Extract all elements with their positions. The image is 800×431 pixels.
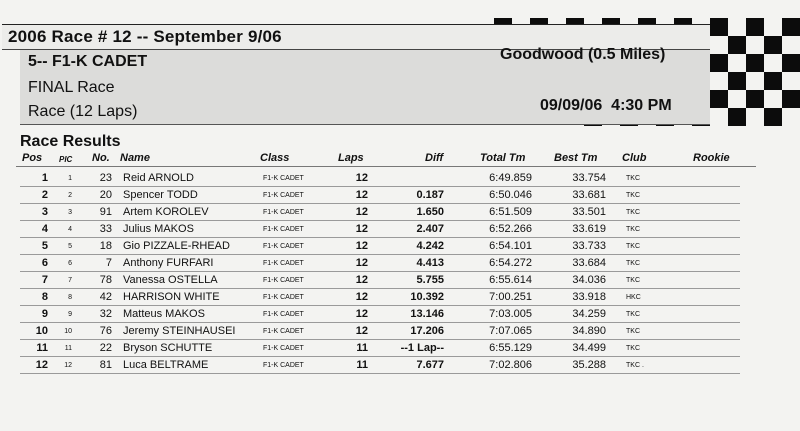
cell-pos: 4 xyxy=(41,223,48,235)
cell-best: 34.890 xyxy=(572,325,606,337)
cell-name: Luca BELTRAME xyxy=(123,359,209,371)
race-datetime xyxy=(540,97,672,115)
checker-square xyxy=(710,90,728,108)
cell-no: 78 xyxy=(99,274,112,286)
cell-name: Gio PIZZALE-RHEAD xyxy=(123,240,230,252)
cell-pos: 2 xyxy=(41,189,48,201)
cell-club: TKC xyxy=(626,311,640,318)
cell-best: 33.918 xyxy=(572,291,606,303)
cell-diff: 4.413 xyxy=(416,257,444,269)
cell-no: 22 xyxy=(99,342,112,354)
cell-no: 81 xyxy=(99,359,112,371)
col-pic: PIC xyxy=(59,155,73,164)
cell-laps: 12 xyxy=(355,308,368,320)
checker-square xyxy=(728,72,746,90)
cell-total: 6:55.614 xyxy=(489,274,532,286)
cell-class: F1-K CADET xyxy=(263,209,304,216)
table-row xyxy=(0,272,800,289)
page-title: 2006 Race # 12 -- September 9/06 xyxy=(8,27,282,46)
cell-diff: 13.146 xyxy=(410,308,444,320)
cell-laps: 11 xyxy=(356,359,368,371)
cell-class: F1-K CADET xyxy=(263,260,304,267)
cell-laps: 12 xyxy=(355,223,368,235)
section-title: Race Results xyxy=(20,133,121,150)
cell-pic: 1 xyxy=(68,175,72,182)
table-row xyxy=(0,323,800,340)
table-row xyxy=(0,221,800,238)
cell-no: 18 xyxy=(99,240,112,252)
cell-laps: 12 xyxy=(355,206,368,218)
cell-club: TKC xyxy=(626,345,640,352)
cell-name: HARRISON WHITE xyxy=(123,291,220,303)
cell-diff: 0.187 xyxy=(416,189,444,201)
cell-laps: 12 xyxy=(355,172,368,184)
checker-square xyxy=(728,54,746,72)
cell-no: 42 xyxy=(99,291,112,303)
cell-name: Julius MAKOS xyxy=(123,223,194,235)
cell-name: Anthony FURFARI xyxy=(123,257,214,269)
cell-no: 76 xyxy=(99,325,112,337)
cell-club: TKC xyxy=(626,328,640,335)
cell-total: 7:02.806 xyxy=(489,359,532,371)
checker-square xyxy=(764,90,782,108)
cell-laps: 12 xyxy=(355,291,368,303)
cell-pos: 7 xyxy=(41,274,48,286)
cell-club: TKC xyxy=(626,209,640,216)
cell-class: F1-K CADET xyxy=(263,192,304,199)
col-best-tm: Best Tm xyxy=(554,152,598,164)
cell-name: Matteus MAKOS xyxy=(123,308,205,320)
cell-pic: 8 xyxy=(68,294,72,301)
cell-class: F1-K CADET xyxy=(263,311,304,318)
col-diff: Diff xyxy=(425,152,444,164)
cell-name: Jeremy STEINHAUSEI xyxy=(123,325,236,337)
checker-square xyxy=(710,18,728,36)
checker-square xyxy=(764,108,782,126)
race-laps: Race (12 Laps) xyxy=(28,103,138,120)
cell-pic: 6 xyxy=(68,260,72,267)
cell-pic: 11 xyxy=(64,345,72,352)
cell-pos: 5 xyxy=(41,240,48,252)
cell-pic: 4 xyxy=(68,226,72,233)
cell-club: TKC . xyxy=(626,362,644,369)
checker-square xyxy=(710,72,728,90)
cell-best: 35.288 xyxy=(572,359,606,371)
checker-square xyxy=(746,72,764,90)
header-rule xyxy=(16,166,756,167)
cell-club: TKC xyxy=(626,243,640,250)
checker-square xyxy=(764,72,782,90)
cell-total: 6:49.859 xyxy=(489,172,532,184)
cell-name: Vanessa OSTELLA xyxy=(123,274,218,286)
col-total-tm: Total Tm xyxy=(480,152,526,164)
checker-square xyxy=(728,18,746,36)
checker-square xyxy=(728,90,746,108)
cell-best: 33.501 xyxy=(572,206,606,218)
track-name: Goodwood (0.5 Miles) xyxy=(500,46,666,63)
cell-club: HKC xyxy=(626,294,641,301)
cell-no: 91 xyxy=(99,206,112,218)
cell-pic: 7 xyxy=(68,277,72,284)
cell-pic: 2 xyxy=(68,192,72,199)
cell-pic: 5 xyxy=(68,243,72,250)
cell-diff: 2.407 xyxy=(416,223,444,235)
race-type: FINAL Race xyxy=(28,79,115,96)
cell-best: 33.733 xyxy=(572,240,606,252)
cell-laps: 12 xyxy=(355,257,368,269)
checker-square xyxy=(764,54,782,72)
table-row xyxy=(0,289,800,306)
cell-pic: 3 xyxy=(68,209,72,216)
cell-diff: 1.650 xyxy=(416,206,444,218)
col-club: Club xyxy=(622,152,647,164)
cell-no: 7 xyxy=(105,257,112,269)
table-row xyxy=(0,255,800,272)
col-rookie: Rookie xyxy=(693,152,730,164)
cell-club: TKC xyxy=(626,175,640,182)
checker-square xyxy=(710,36,728,54)
cell-pos: 12 xyxy=(35,359,48,371)
cell-total: 6:55.129 xyxy=(489,342,532,354)
checker-square xyxy=(746,108,764,126)
cell-no: 20 xyxy=(99,189,112,201)
cell-pic: 10 xyxy=(64,328,72,335)
checker-square xyxy=(746,18,764,36)
cell-pos: 10 xyxy=(35,325,48,337)
cell-name: Artem KOROLEV xyxy=(123,206,209,218)
cell-laps: 12 xyxy=(355,325,368,337)
checker-square xyxy=(728,36,746,54)
table-row xyxy=(0,238,800,255)
col-no: No. xyxy=(92,152,110,164)
cell-pos: 6 xyxy=(41,257,48,269)
col-laps: Laps xyxy=(338,152,364,164)
checker-square xyxy=(782,54,800,72)
cell-total: 7:07.065 xyxy=(489,325,532,337)
cell-pic: 9 xyxy=(68,311,72,318)
checker-square xyxy=(764,18,782,36)
table-row xyxy=(0,204,800,221)
checker-square xyxy=(746,90,764,108)
cell-class: F1-K CADET xyxy=(263,328,304,335)
cell-pos: 9 xyxy=(41,308,48,320)
cell-best: 33.684 xyxy=(572,257,606,269)
cell-total: 6:54.272 xyxy=(489,257,532,269)
cell-total: 6:54.101 xyxy=(489,240,532,252)
cell-diff: 10.392 xyxy=(410,291,444,303)
cell-no: 32 xyxy=(99,308,112,320)
cell-class: F1-K CADET xyxy=(263,362,304,369)
table-row xyxy=(0,306,800,323)
col-class: Class xyxy=(260,152,290,164)
table-row xyxy=(0,340,800,357)
cell-laps: 11 xyxy=(356,342,368,354)
cell-class: F1-K CADET xyxy=(263,345,304,352)
checker-square xyxy=(782,18,800,36)
checker-square xyxy=(782,72,800,90)
cell-best: 33.619 xyxy=(572,223,606,235)
cell-diff: --1 Lap-- xyxy=(400,342,444,354)
cell-total: 6:52.266 xyxy=(489,223,532,235)
cell-total: 6:51.509 xyxy=(489,206,532,218)
cell-total: 7:03.005 xyxy=(489,308,532,320)
cell-laps: 12 xyxy=(355,189,368,201)
cell-best: 33.681 xyxy=(572,189,606,201)
cell-class: F1-K CADET xyxy=(263,294,304,301)
cell-diff: 7.677 xyxy=(416,359,444,371)
cell-class: F1-K CADET xyxy=(263,175,304,182)
cell-pos: 11 xyxy=(36,342,48,354)
class-line: 5-- F1-K CADET xyxy=(28,53,148,70)
cell-laps: 12 xyxy=(355,240,368,252)
checker-square xyxy=(782,108,800,126)
cell-best: 34.499 xyxy=(572,342,606,354)
checker-square xyxy=(710,54,728,72)
cell-diff: 17.206 xyxy=(410,325,444,337)
checker-square xyxy=(782,90,800,108)
cell-class: F1-K CADET xyxy=(263,243,304,250)
cell-club: TKC xyxy=(626,192,640,199)
cell-laps: 12 xyxy=(355,274,368,286)
race-time: 4:30 PM xyxy=(611,97,672,114)
cell-best: 33.754 xyxy=(572,172,606,184)
checker-square xyxy=(746,36,764,54)
cell-best: 34.259 xyxy=(572,308,606,320)
col-pos: Pos xyxy=(22,152,43,164)
checker-square xyxy=(710,108,728,126)
cell-total: 6:50.046 xyxy=(489,189,532,201)
cell-name: Reid ARNOLD xyxy=(123,172,194,184)
cell-club: TKC xyxy=(626,226,640,233)
col-name: Name xyxy=(120,152,150,164)
cell-club: TKC xyxy=(626,260,640,267)
table-row xyxy=(0,187,800,204)
cell-no: 33 xyxy=(99,223,112,235)
cell-total: 7:00.251 xyxy=(489,291,532,303)
cell-class: F1-K CADET xyxy=(263,277,304,284)
cell-pos: 3 xyxy=(41,206,48,218)
table-row xyxy=(0,357,800,374)
cell-pos: 1 xyxy=(41,172,48,184)
cell-name: Bryson SCHUTTE xyxy=(123,342,213,354)
cell-no: 23 xyxy=(99,172,112,184)
checker-square xyxy=(728,108,746,126)
row-divider xyxy=(20,373,740,374)
checker-square xyxy=(764,36,782,54)
table-row xyxy=(0,170,800,187)
cell-name: Spencer TODD xyxy=(123,189,198,201)
cell-class: F1-K CADET xyxy=(263,226,304,233)
cell-diff: 4.242 xyxy=(416,240,444,252)
cell-diff: 5.755 xyxy=(416,274,444,286)
cell-club: TKC xyxy=(626,277,640,284)
cell-pic: 12 xyxy=(64,362,72,369)
race-date: 09/09/06 xyxy=(540,97,603,114)
cell-best: 34.036 xyxy=(572,274,606,286)
checker-square xyxy=(746,54,764,72)
checker-square xyxy=(782,36,800,54)
cell-pos: 8 xyxy=(41,291,48,303)
